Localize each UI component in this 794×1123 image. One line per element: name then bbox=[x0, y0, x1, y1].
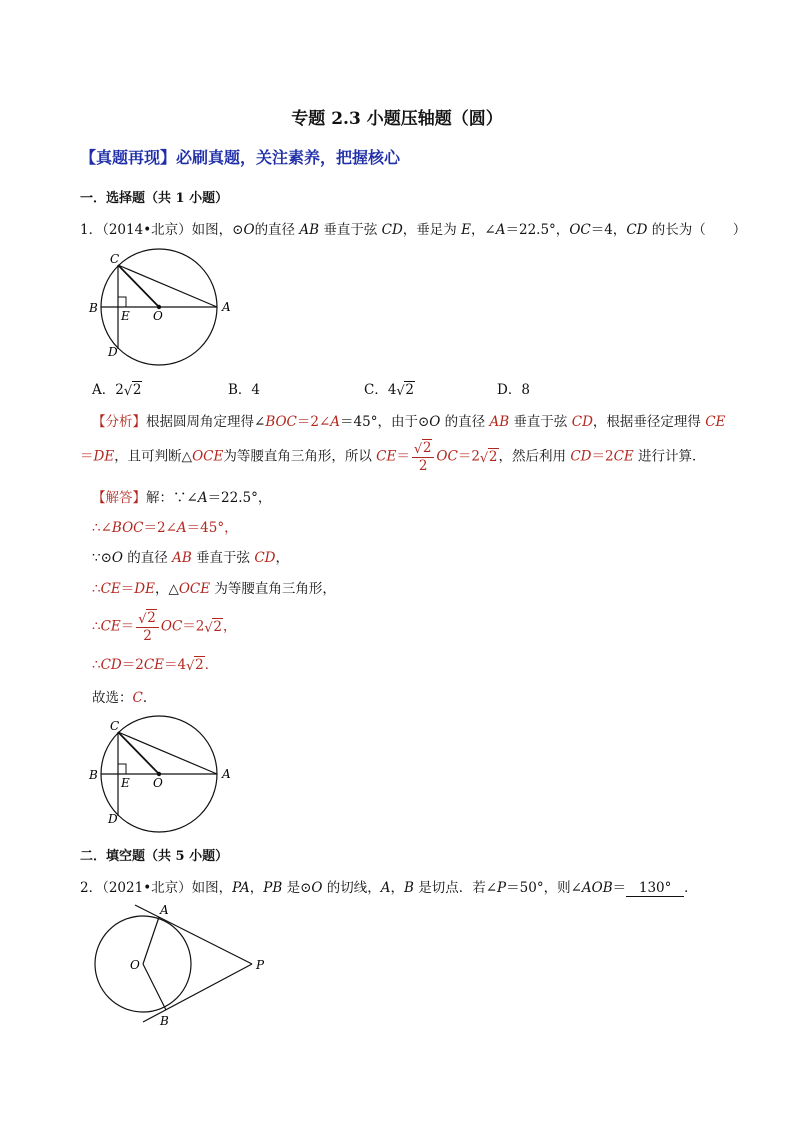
sol-s3d: ， bbox=[275, 550, 289, 566]
option-a-text: A．2 bbox=[92, 382, 124, 398]
solution-line-4 bbox=[92, 577, 336, 597]
q2-t7: ＝ bbox=[612, 880, 627, 896]
q2-o: O bbox=[311, 880, 323, 896]
solution-circle-figure bbox=[84, 715, 244, 835]
label-e: E bbox=[121, 776, 130, 790]
solution-line-3 bbox=[92, 546, 289, 566]
sqrt-hook: √ bbox=[138, 612, 147, 627]
label-o: O bbox=[153, 309, 163, 323]
an-a: A bbox=[330, 414, 341, 430]
segment-co bbox=[118, 265, 159, 307]
sqrt-symbol bbox=[186, 657, 205, 673]
label-b: B bbox=[160, 1014, 169, 1028]
sol-s2b: ＝2∠ bbox=[143, 520, 177, 536]
q1-t5: ＝22.5°， bbox=[505, 222, 570, 238]
solution-line-6 bbox=[92, 653, 218, 673]
q2-prefix: 2．（2021•北京）如图， bbox=[80, 880, 233, 896]
sol-a2: A bbox=[176, 520, 187, 536]
sol-cd2: CD bbox=[100, 657, 122, 673]
label-a: A bbox=[160, 903, 169, 917]
sol-a: A bbox=[197, 490, 208, 506]
q1-cd2: CD bbox=[626, 222, 648, 238]
an-oc: OC bbox=[436, 448, 458, 465]
solution-line-2 bbox=[92, 516, 238, 536]
sqrt-radicand: 2 bbox=[422, 440, 432, 456]
section-bracket: 【真题再现】 bbox=[80, 148, 177, 167]
an-l1b: ＝2∠ bbox=[296, 414, 331, 430]
sol-s4d: 为等腰直角三角形， bbox=[210, 581, 336, 597]
sol-s2c: ＝45°， bbox=[186, 520, 238, 536]
sqrt-hook: √ bbox=[204, 620, 213, 636]
sqrt-hook: √ bbox=[123, 384, 133, 399]
label-p: P bbox=[256, 958, 265, 972]
an-oce: OCE bbox=[192, 448, 224, 465]
answer-blank[interactable]: 130° bbox=[626, 880, 684, 897]
label-c: C bbox=[110, 252, 120, 266]
sqrt-hook: √ bbox=[413, 442, 423, 457]
an-de: DE bbox=[93, 448, 115, 465]
q2-a: A bbox=[380, 880, 391, 896]
fraction-sqrt2-over-2 bbox=[412, 440, 435, 474]
q1-t6: ＝4， bbox=[590, 222, 627, 238]
q1-cd: CD bbox=[381, 222, 403, 238]
an-l2f: ，然后利用 bbox=[498, 448, 571, 465]
label-o: O bbox=[130, 958, 140, 972]
label-d: D bbox=[108, 345, 118, 359]
sqrt-radicand: 2 bbox=[147, 610, 156, 626]
sol-s3b: 的直径 bbox=[122, 550, 173, 566]
q2-aob: AOB bbox=[581, 880, 613, 896]
sol-cd: CD bbox=[254, 550, 276, 566]
part-heading-fill: 二．填空题（共 5 小题） bbox=[80, 849, 229, 864]
sol-ce: CE bbox=[100, 581, 121, 597]
sol-pick-answer: C bbox=[132, 690, 143, 706]
an-cd: CD bbox=[571, 414, 593, 430]
sol-s3c: 垂直于弦 bbox=[191, 550, 255, 566]
sol-s3a: ∵⊙ bbox=[92, 550, 112, 566]
sqrt-radicand: 2 bbox=[132, 382, 142, 398]
an-l2h: 进行计算． bbox=[633, 448, 706, 465]
an-ce2: CE bbox=[376, 448, 397, 465]
q2-b: B bbox=[404, 880, 414, 896]
an-l2e: ＝2 bbox=[457, 448, 480, 465]
an-l1e: 垂直于弦 bbox=[509, 414, 572, 430]
an-l1c: ＝45°，由于⊙ bbox=[340, 414, 430, 430]
section-heading bbox=[80, 145, 400, 168]
solution-answer bbox=[92, 686, 156, 706]
an-l2b: ，且可判断△ bbox=[114, 448, 193, 465]
sol-s5d: ， bbox=[222, 618, 237, 635]
q2-pb: PB bbox=[263, 880, 283, 896]
q2-t8: ． bbox=[684, 880, 698, 896]
fraction-numerator bbox=[412, 440, 435, 458]
q1-prefix: 1．（2014•北京）如图，⊙ bbox=[80, 222, 244, 238]
q2-t1: ， bbox=[249, 880, 264, 896]
fraction-denominator: 2 bbox=[418, 458, 428, 474]
q1-ab: AB bbox=[299, 222, 320, 238]
sol-boc: BOC bbox=[111, 520, 144, 536]
sol-s4a: ∴ bbox=[92, 581, 101, 597]
q1-e: E bbox=[461, 222, 471, 238]
sqrt-symbol bbox=[124, 382, 143, 398]
question-1-text bbox=[80, 218, 746, 238]
sol-s6c: ＝4 bbox=[164, 657, 187, 673]
sol-s6d: ． bbox=[204, 657, 219, 673]
sqrt-hook: √ bbox=[479, 450, 489, 466]
sol-s6a: ∴ bbox=[92, 657, 101, 673]
an-ce3: CE bbox=[613, 448, 634, 465]
an-l2d: ＝ bbox=[396, 448, 410, 465]
segment-ca bbox=[118, 265, 217, 307]
right-angle-mark bbox=[118, 764, 126, 774]
section-subtitle: 必刷真题，关注素养，把握核心 bbox=[176, 148, 401, 167]
solution-line-5 bbox=[92, 610, 236, 644]
label-b: B bbox=[89, 301, 98, 315]
question-2-text bbox=[80, 876, 698, 897]
radius-oa bbox=[143, 917, 159, 964]
page-title: 专题 2.3 小题压轴题（圆） bbox=[291, 109, 503, 129]
sol-oc: OC bbox=[160, 618, 183, 635]
label-c: C bbox=[110, 719, 120, 733]
sol-s5a: ∴ bbox=[92, 618, 101, 635]
label-a: A bbox=[222, 767, 231, 781]
q1-o: O bbox=[243, 222, 255, 238]
q2-t4: ， bbox=[390, 880, 405, 896]
fraction-denominator: 2 bbox=[143, 628, 152, 644]
q1-t2: 垂直于弦 bbox=[319, 222, 382, 238]
sqrt-radicand: 2 bbox=[195, 657, 204, 673]
sol-ce3: CE bbox=[143, 657, 165, 673]
q2-t6: ＝50°，则∠ bbox=[506, 880, 582, 896]
part-heading-choice: 一．选择题（共 1 小题） bbox=[80, 191, 229, 206]
right-angle-mark bbox=[118, 297, 126, 307]
segment-ca bbox=[118, 732, 217, 774]
sqrt-hook: √ bbox=[396, 384, 405, 399]
q2-pa: PA bbox=[232, 880, 250, 896]
analysis-tag: 【分析】 bbox=[92, 414, 146, 430]
an-cd2: CD bbox=[570, 448, 592, 465]
sqrt-symbol bbox=[138, 610, 157, 627]
sol-s4c: ，△ bbox=[154, 581, 179, 597]
label-d: D bbox=[108, 812, 118, 826]
solution-line-1 bbox=[92, 486, 271, 506]
option-a[interactable] bbox=[92, 378, 142, 398]
an-l2g: ＝2 bbox=[591, 448, 614, 465]
sqrt-hook: √ bbox=[186, 659, 195, 674]
sol-s1b: ＝22.5°， bbox=[207, 490, 272, 506]
sol-ce2: CE bbox=[100, 618, 121, 635]
q1-oc: OC bbox=[569, 222, 591, 238]
q1-t3: ，垂足为 bbox=[402, 222, 462, 238]
option-c[interactable] bbox=[364, 378, 415, 398]
segment-co bbox=[118, 732, 159, 774]
an-ab: AB bbox=[489, 414, 510, 430]
sol-o: O bbox=[111, 550, 123, 566]
sqrt-symbol bbox=[480, 449, 499, 465]
sqrt-symbol bbox=[396, 382, 415, 398]
option-c-text: C．4 bbox=[364, 382, 397, 398]
sol-ab: AB bbox=[172, 550, 192, 566]
fraction-numerator bbox=[136, 610, 159, 628]
q2-tangent-figure bbox=[88, 900, 278, 1028]
sol-pick-end: ． bbox=[142, 690, 157, 706]
q1-t1: 的直径 bbox=[254, 222, 300, 238]
analysis-line-1 bbox=[92, 410, 725, 430]
analysis-line-2 bbox=[80, 440, 706, 474]
q2-t2: 是⊙ bbox=[282, 880, 312, 896]
sqrt-symbol bbox=[204, 619, 223, 635]
q1-t4: ，∠ bbox=[470, 222, 496, 238]
an-l1f: ，根据垂径定理得 bbox=[592, 414, 706, 430]
an-l2a: ＝ bbox=[80, 448, 94, 465]
sol-s4b: ＝ bbox=[120, 581, 135, 597]
sol-pick: 故选： bbox=[92, 690, 133, 706]
an-boc: BOC bbox=[265, 414, 297, 430]
q1-a: A bbox=[495, 222, 506, 238]
option-d[interactable]: D．8 bbox=[497, 382, 530, 398]
label-e: E bbox=[121, 309, 130, 323]
q1-circle-figure bbox=[84, 248, 244, 368]
sol-s1: 解：∵∠ bbox=[146, 490, 198, 506]
q1-t7: 的长为（ ） bbox=[647, 222, 747, 238]
label-a: A bbox=[222, 300, 231, 314]
sol-s5b: ＝ bbox=[120, 618, 135, 635]
an-l1a: 根据圆周角定理得∠ bbox=[146, 414, 266, 430]
label-o: O bbox=[153, 776, 163, 790]
sol-s5c: ＝2 bbox=[182, 618, 205, 635]
an-o: O bbox=[429, 414, 441, 430]
solution-tag: 【解答】 bbox=[92, 490, 146, 506]
q2-t5: 是切点．若∠ bbox=[413, 880, 498, 896]
sqrt-symbol bbox=[414, 440, 433, 457]
label-b: B bbox=[89, 768, 98, 782]
q2-t3: 的切线， bbox=[322, 880, 381, 896]
an-l2c: 为等腰直角三角形，所以 bbox=[223, 448, 377, 465]
option-b[interactable]: B．4 bbox=[228, 382, 261, 398]
fraction-sqrt2-over-2 bbox=[136, 610, 159, 644]
sol-de: DE bbox=[134, 581, 155, 597]
sqrt-radicand: 2 bbox=[213, 618, 222, 635]
sol-s2a: ∴∠ bbox=[92, 520, 112, 536]
sqrt-radicand: 2 bbox=[405, 382, 415, 398]
sol-s6b: ＝2 bbox=[121, 657, 144, 673]
radius-ob bbox=[143, 964, 166, 1010]
sol-oce: OCE bbox=[178, 581, 211, 597]
sqrt-radicand: 2 bbox=[488, 448, 498, 465]
an-ce: CE bbox=[705, 414, 726, 430]
an-l1d: 的直径 bbox=[440, 414, 490, 430]
q2-p: P bbox=[497, 880, 507, 896]
